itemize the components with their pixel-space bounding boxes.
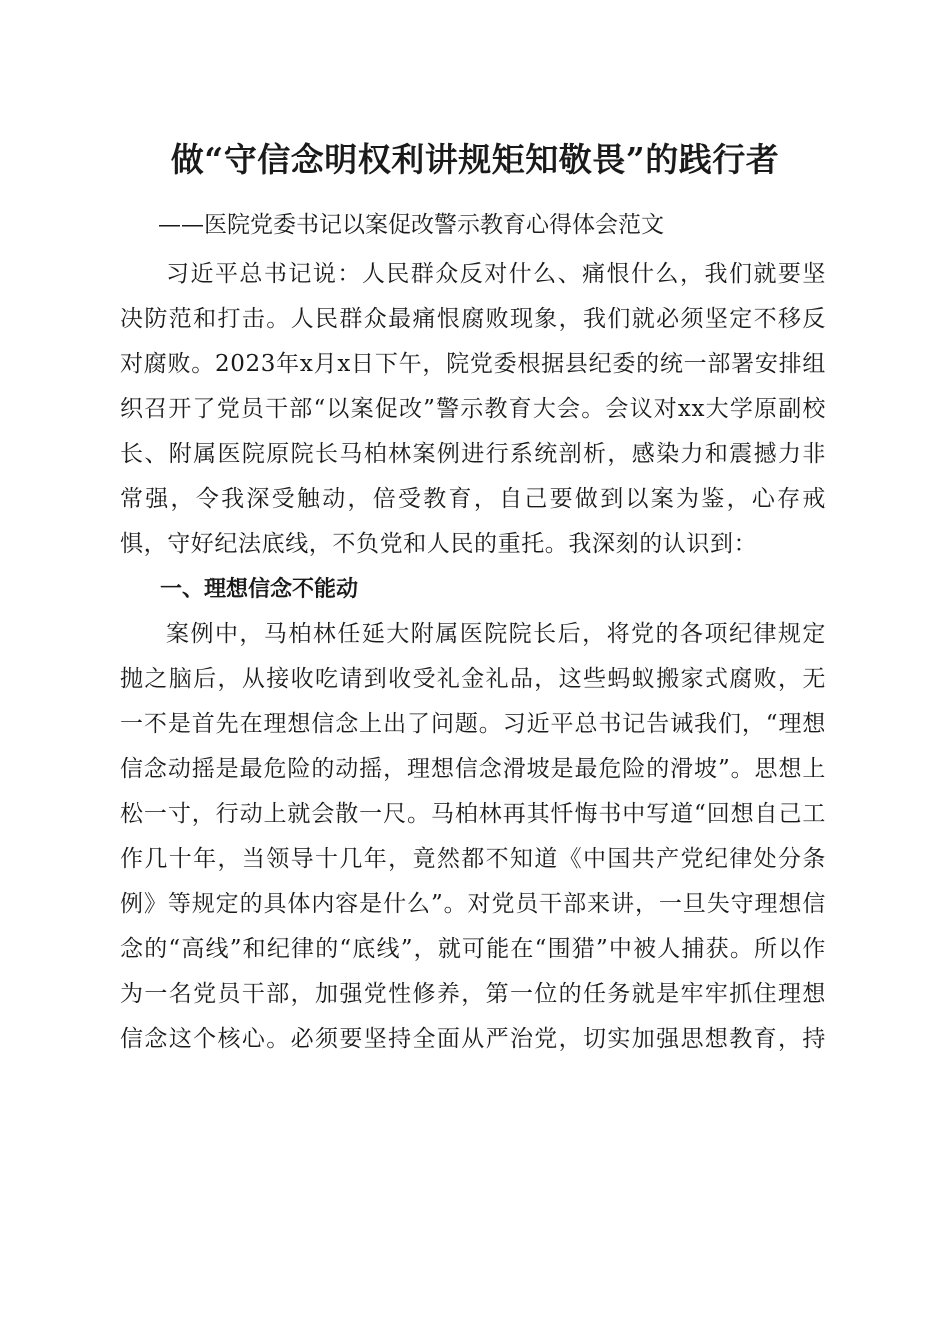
intro-paragraph: 习近平总书记说：人民群众反对什么、痛恨什么，我们就要坚决防范和打击。人民群众最痛恨腐败现象，我们就必须坚定不移反对腐败。2023年x月x日下午，院党委根据县纪委的统一部署安排组织召开了党员干部“以案促改”警示教育大会。会议对xx大学原副校长、附属医院原院长马柏林案例进行系统剖析，感染力和震撼力非常强，令我深受触动，倍受教育，自己要做到以案为鉴，心存戒惧，守好纪法底线，不负党和人民的重托。我深刻的认识到： [120,261,826,557]
document-body [120,252,826,1062]
section-heading-1: 一、理想信念不能动 [160,577,359,602]
document-title: 做“守信念明权利讲规矩知敬畏”的践行者 [170,140,780,179]
section-1-paragraph: 案例中，马柏林任延大附属医院院长后，将党的各项纪律规定抛之脑后，从接收吃请到收受礼金礼品，这些蚂蚁搬家式腐败，无一不是首先在理想信念上出了问题。习近平总书记告诫我们，“理想信念动摇是最危险的动摇，理想信念滑坡是最危险的滑坡”。思想上松一寸，行动上就会散一尺。马柏林再其忏悔书中写道“回想自己工作几十年，当领导十几年，竟然都不知道《中国共产党纪律处分条例》等规定的具体内容是什么”。对党员干部来讲，一旦失守理想信念的“高线”和纪律的“底线”，就可能在“围猎”中被人捕获。所以作为一名党员干部，加强党性修养，第一位的任务就是牢牢抓住理想信念这个核心。必须要坚持全面从严治党，切实加强思想教育，持 [120,621,826,1052]
document-subtitle: ——医院党委书记以案促改警示教育心得体会范文 [158,212,664,238]
